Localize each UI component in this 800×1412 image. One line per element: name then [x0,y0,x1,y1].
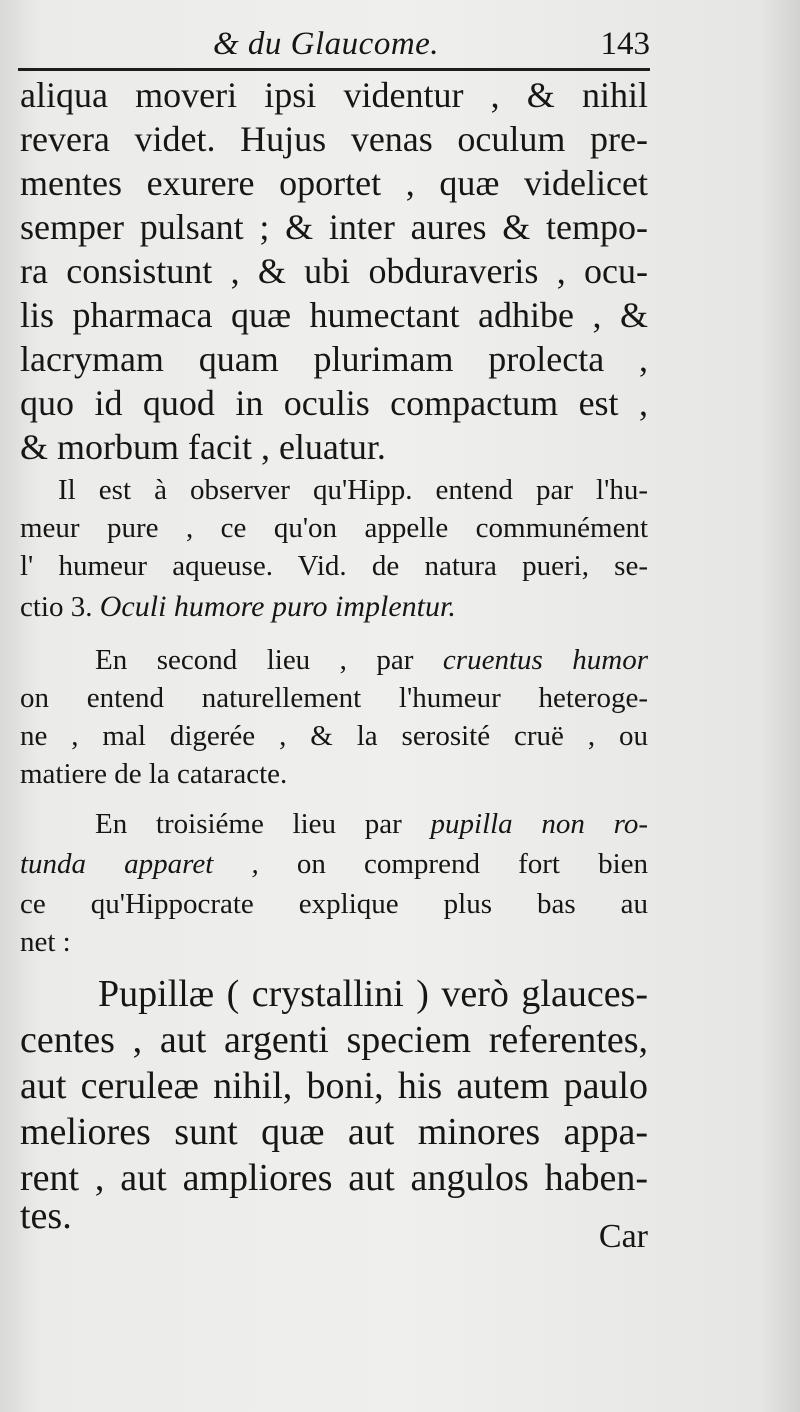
text-line: ra consistunt , & ubi obduraveris , ocu- [20,251,648,291]
text-line: lis pharmaca quæ humectant adhibe , & [20,295,648,335]
text-line [20,848,648,881]
text-line: l' humeur aqueuse. Vid. de natura pueri, se- [20,550,648,582]
page-header [18,22,650,70]
text-line: revera videt. Hujus venas oculum pre- [20,119,648,159]
italic-quote: Oculi humore puro implentur. [99,590,456,623]
text-line: centes , aut argenti speciem referentes, [20,1019,648,1061]
text-line [95,808,648,841]
text-span: ctio 3. [20,591,93,623]
catchword: Car [598,1218,648,1255]
text-span: En troisiéme lieu par [95,808,402,840]
text-line: & morbum facit , eluatur. [20,427,386,467]
text-line [95,644,648,677]
text-line: meliores sunt quæ aut minores appa- [20,1111,648,1153]
italic-term: cruentus humor [442,644,649,676]
text-line: tes. [20,1195,72,1237]
text-span: on comprend fort bien [296,848,649,880]
text-line: meur pure , ce qu'on appelle communément [20,512,648,544]
text-line: ce qu'Hippocrate explique plus bas au [20,888,648,920]
italic-term: pupilla non ro- [430,808,648,840]
text-span: En second lieu , par [95,644,414,676]
running-title: & du Glaucome. [213,26,440,62]
text-line: net : [20,926,71,958]
text-line: rent , aut ampliores aut angulos haben- [20,1157,648,1199]
text-line: matiere de la cataracte. [20,758,288,790]
text-line: aut ceruleæ nihil, boni, his autem paulo [20,1065,648,1107]
text-line: ne , mal digerée , & la serosité cruë , ou [20,720,648,752]
page-number: 143 [600,26,650,62]
text-line: aliqua moveri ipsi videntur , & nihil [20,75,648,115]
text-line: Pupillæ ( crystallini ) verò glauces- [98,973,648,1015]
text-line [20,590,648,624]
text-line: Il est à observer qu'Hipp. entend par l'hu- [58,474,648,506]
italic-term: tunda apparet , [20,848,259,880]
text-line: semper pulsant ; & inter aures & tempo- [20,207,648,247]
text-line: lacrymam quam plurimam prolecta , [20,339,648,379]
text-line: mentes exurere oportet , quæ videlicet [20,163,648,203]
text-line: quo id quod in oculis compactum est , [20,383,648,423]
header-rule [18,68,650,71]
text-line: on entend naturellement l'humeur heteroge- [20,682,648,714]
